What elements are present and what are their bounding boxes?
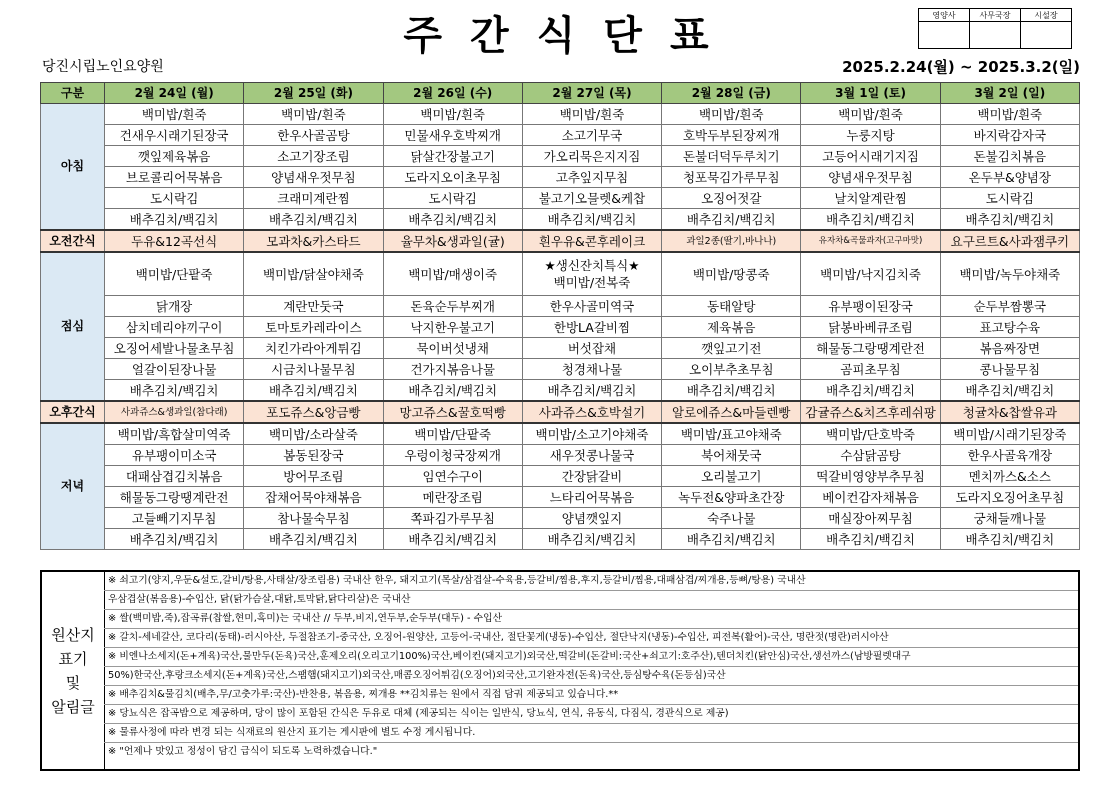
menu-cell: 매실장아찌무침: [801, 508, 940, 529]
menu-cell: 임연수구이: [383, 466, 522, 487]
meal-label-lunch: 점심: [41, 252, 105, 401]
menu-cell: 잡채어묵야채볶음: [244, 487, 383, 508]
menu-cell: 배추김치/백김치: [522, 529, 661, 550]
menu-row: [41, 338, 1080, 359]
menu-cell: 배추김치/백김치: [522, 380, 661, 402]
menu-cell: 민물새우호박찌개: [383, 125, 522, 146]
note-line: 우삼겹살(볶음용)-수입산, 닭(닭가슴살,대닭,토막닭,닭다리살)은 국내산: [104, 591, 1078, 610]
snack-cell: 망고쥬스&꿀호떡빵: [383, 401, 522, 423]
menu-cell: 양념깻잎지: [522, 508, 661, 529]
menu-cell: 배추김치/백김치: [940, 380, 1079, 402]
menu-cell: 치킨가라아게튀김: [244, 338, 383, 359]
menu-cell: 날치알계란찜: [801, 188, 940, 209]
approval-box: [918, 8, 1072, 49]
menu-cell: 유부팽이미소국: [105, 445, 244, 466]
menu-cell: 배추김치/백김치: [383, 209, 522, 231]
menu-cell: 배추김치/백김치: [662, 380, 801, 402]
menu-cell: 백미밥/녹두야채죽: [940, 252, 1079, 296]
snack-row: [41, 230, 1080, 252]
menu-cell: 한우사골곰탕: [244, 125, 383, 146]
menu-cell: 메란장조림: [383, 487, 522, 508]
approval-manager-label: 사무국장: [970, 9, 1021, 22]
snack-cell: 율무차&생과일(귤): [383, 230, 522, 252]
menu-cell: 배추김치/백김치: [801, 529, 940, 550]
menu-cell: 방어무조림: [244, 466, 383, 487]
menu-cell: 도시락김: [940, 188, 1079, 209]
menu-cell: 쪽파김가루무침: [383, 508, 522, 529]
menu-cell: 유부팽이된장국: [801, 296, 940, 317]
header-day: 3월 2일 (일): [940, 83, 1079, 104]
menu-cell: 호박두부된장찌개: [662, 125, 801, 146]
snack-cell: 알로에쥬스&마들렌빵: [662, 401, 801, 423]
approval-manager-sign: [970, 22, 1021, 49]
menu-cell: 곰피초무침: [801, 359, 940, 380]
notes-lines: [104, 572, 1078, 761]
menu-cell: 해물동그랑땡계란전: [105, 487, 244, 508]
menu-cell: 배추김치/백김치: [940, 529, 1079, 550]
menu-cell: 순두부짬뽕국: [940, 296, 1079, 317]
menu-cell: 고등어시래기지짐: [801, 146, 940, 167]
snack-cell: 사과쥬스&생과일(참다래): [105, 401, 244, 423]
snack-label: 오후간식: [41, 401, 105, 423]
menu-cell: 토마토카레라이스: [244, 317, 383, 338]
menu-cell: 건새우시래기된장국: [105, 125, 244, 146]
menu-cell: 느타리어묵볶음: [522, 487, 661, 508]
menu-cell: 백미밥/표고야채죽: [662, 423, 801, 445]
notes-box: [40, 570, 1080, 771]
header-day: 2월 24일 (월): [105, 83, 244, 104]
menu-cell: 백미밥/소라살죽: [244, 423, 383, 445]
menu-cell: 참나물숙무침: [244, 508, 383, 529]
menu-row: [41, 252, 1080, 296]
menu-cell: 불고기오믈렛&케찹: [522, 188, 661, 209]
snack-row: [41, 401, 1080, 423]
snack-cell: 흰우유&콘후레이크: [522, 230, 661, 252]
menu-cell: 한방LA갈비찜: [522, 317, 661, 338]
menu-row: [41, 466, 1080, 487]
menu-period: 2025.2.24(월) ~ 2025.3.2(일): [842, 58, 1080, 76]
weekly-menu-table: [40, 82, 1080, 550]
meal-label-dinner: 저녁: [41, 423, 105, 550]
menu-cell: 닭살간장불고기: [383, 146, 522, 167]
menu-cell: 양념새우젓무침: [801, 167, 940, 188]
menu-cell: 대패삼겹김치볶음: [105, 466, 244, 487]
menu-cell: 백미밥/흰죽: [383, 104, 522, 125]
menu-cell: 백미밥/흰죽: [105, 104, 244, 125]
notes-side-label: [42, 572, 105, 769]
menu-cell: 배추김치/백김치: [801, 209, 940, 231]
menu-cell: 배추김치/백김치: [383, 529, 522, 550]
menu-cell: 백미밥/소고기야채죽: [522, 423, 661, 445]
menu-cell: 도라지오징어초무침: [940, 487, 1079, 508]
snack-cell: 포도쥬스&앙금빵: [244, 401, 383, 423]
snack-label: 오전간식: [41, 230, 105, 252]
menu-cell: 멘치까스&소스: [940, 466, 1079, 487]
menu-cell: 백미밥/흰죽: [801, 104, 940, 125]
menu-cell: 배추김치/백김치: [244, 529, 383, 550]
menu-cell: 소고기장조림: [244, 146, 383, 167]
menu-cell: 도라지오이초무침: [383, 167, 522, 188]
menu-row: [41, 487, 1080, 508]
note-line: ※ 쇠고기(양지,우둔&설도,갈비/탕용,사태살/장조림용) 국내산 한우, 돼지고기(목살/삼겹살-수육용,등갈비/찜용,후지,등갈비/찜용,대패삼겹/찌개용,등뼈/탕용) 국내산: [104, 572, 1078, 591]
note-line: ※ 배추김치&물김치(배추,무/고춧가루:국산)-반찬용, 볶음용, 찌개용 **김치류는 원에서 직접 담궈 제공되고 있습니다.**: [104, 686, 1078, 705]
menu-cell: 백미밥/닭살야채죽: [244, 252, 383, 296]
approval-director-sign: [1021, 22, 1072, 49]
menu-cell: 한우사골육개장: [940, 445, 1079, 466]
menu-cell: 양념새우젓무침: [244, 167, 383, 188]
menu-cell: 떡갈비영양부추무침: [801, 466, 940, 487]
menu-cell: 얼갈이된장나물: [105, 359, 244, 380]
menu-cell: 배추김치/백김치: [383, 380, 522, 402]
menu-cell: 배추김치/백김치: [940, 209, 1079, 231]
menu-cell: 백미밥/흑합살미역죽: [105, 423, 244, 445]
snack-cell: 감귤쥬스&치즈후레쉬팡: [801, 401, 940, 423]
snack-cell: 두유&12곡선식: [105, 230, 244, 252]
menu-cell: 배추김치/백김치: [522, 209, 661, 231]
note-line: ※ 당뇨식은 잡곡밥으로 제공하며, 당이 많이 포함된 간식은 두유로 대체 (제공되는 식이는 일반식, 당뇨식, 연식, 유동식, 다짐식, 경관식으로 제공): [104, 705, 1078, 724]
menu-cell: 궁채들깨나물: [940, 508, 1079, 529]
note-line: 50%)한국산,후랑크소세지(돈+계육)국산,스팸햄(돼지고기)외국산,매콤오징어튀김(오징어)외국산,고기완자전(돈육)국산,등심탕수육(돈등심)국산: [104, 667, 1078, 686]
menu-cell: 백미밥/땅콩죽: [662, 252, 801, 296]
menu-cell: 백미밥/매생이죽: [383, 252, 522, 296]
header-day: 3월 1일 (토): [801, 83, 940, 104]
menu-cell: 버섯잡채: [522, 338, 661, 359]
menu-cell: 건가지볶음나물: [383, 359, 522, 380]
menu-cell: 브로콜리어묵볶음: [105, 167, 244, 188]
menu-cell: 배추김치/백김치: [244, 209, 383, 231]
header-row: [41, 83, 1080, 104]
menu-cell: 배추김치/백김치: [105, 380, 244, 402]
menu-cell: 간장닭갈비: [522, 466, 661, 487]
menu-cell: 오징어젓갈: [662, 188, 801, 209]
menu-cell: 오징어세발나물초무침: [105, 338, 244, 359]
menu-cell: 배추김치/백김치: [244, 380, 383, 402]
menu-row: [41, 317, 1080, 338]
approval-dietitian-sign: [919, 22, 970, 49]
menu-row: [41, 423, 1080, 445]
menu-cell: 숙주나물: [662, 508, 801, 529]
menu-cell: 도시락김: [383, 188, 522, 209]
menu-cell: 소고기무국: [522, 125, 661, 146]
header-day: 2월 25일 (화): [244, 83, 383, 104]
meal-label-breakfast: 아침: [41, 104, 105, 231]
note-line: ※ 비엔나소세지(돈+계육)국산,물만두(돈육)국산,훈제오리(오리고기100%)국산,베이컨(돼지고기)외국산,떡갈비(돈갈비:국산+쇠고기:호주산),텐더치킨(닭안심)국산,생선까스(남방필렛대구: [104, 648, 1078, 667]
menu-cell: 돈육순두부찌개: [383, 296, 522, 317]
menu-cell: 동태알탕: [662, 296, 801, 317]
menu-cell: 시금치나물무침: [244, 359, 383, 380]
menu-cell: 낙지한우불고기: [383, 317, 522, 338]
menu-cell: 배추김치/백김치: [662, 209, 801, 231]
menu-cell: 크래미계란찜: [244, 188, 383, 209]
organization-name: 당진시립노인요양원: [42, 59, 164, 75]
menu-cell: 배추김치/백김치: [801, 380, 940, 402]
menu-cell: 가오리묵은지지짐: [522, 146, 661, 167]
header-day: 2월 27일 (목): [522, 83, 661, 104]
menu-row: [41, 188, 1080, 209]
menu-cell: 돈불더덕두루치기: [662, 146, 801, 167]
menu-row: [41, 104, 1080, 125]
menu-cell: 청경채나물: [522, 359, 661, 380]
menu-cell: 볶음짜장면: [940, 338, 1079, 359]
menu-row: [41, 209, 1080, 231]
menu-cell: 도시락김: [105, 188, 244, 209]
menu-cell: 백미밥/단호박죽: [801, 423, 940, 445]
menu-row: [41, 445, 1080, 466]
note-line: ※ 물류사정에 따라 변경 되는 식재료의 원산지 표기는 게시판에 별도 수정 게시됩니다.: [104, 724, 1078, 743]
note-line: ※ 쌀(백미밥,죽),잡곡류(찹쌀,현미,흑미)는 국내산 // 두부,비지,연두부,순두부(대두) - 수입산: [104, 610, 1078, 629]
menu-cell: 백미밥/흰죽: [244, 104, 383, 125]
menu-cell: 오이부추초무침: [662, 359, 801, 380]
menu-cell: 새우젓콩나물국: [522, 445, 661, 466]
menu-cell: 고들빼기지무침: [105, 508, 244, 529]
menu-cell: 백미밥/단팥죽: [383, 423, 522, 445]
menu-cell: 한우사골미역국: [522, 296, 661, 317]
snack-cell: 모과차&카스타드: [244, 230, 383, 252]
menu-cell: 백미밥/흰죽: [522, 104, 661, 125]
notes-side-text: 원산지 표기 및 알림글: [51, 625, 95, 716]
menu-cell: 돈불김치볶음: [940, 146, 1079, 167]
menu-cell: 계란만둣국: [244, 296, 383, 317]
menu-row: [41, 380, 1080, 402]
menu-cell: 깻잎고기전: [662, 338, 801, 359]
menu-cell: 백미밥/단팥죽: [105, 252, 244, 296]
menu-cell: 청포묵김가루무침: [662, 167, 801, 188]
header-category: 구분: [41, 83, 105, 104]
menu-cell: 닭봉바베큐조림: [801, 317, 940, 338]
menu-cell: 묵이버섯냉채: [383, 338, 522, 359]
menu-cell: 닭개장: [105, 296, 244, 317]
menu-cell: 고추잎지무침: [522, 167, 661, 188]
menu-cell: 삼치데리야끼구이: [105, 317, 244, 338]
menu-cell: 백미밥/낙지김치죽: [801, 252, 940, 296]
snack-cell: 청귤차&찹쌀유과: [940, 401, 1079, 423]
menu-cell: 누룽지탕: [801, 125, 940, 146]
page-title: 주간식단표: [403, 13, 737, 59]
menu-cell: 깻잎제육볶음: [105, 146, 244, 167]
menu-cell: 봄동된장국: [244, 445, 383, 466]
menu-cell: 콩나물무침: [940, 359, 1079, 380]
snack-cell: 요구르트&사과잼쿠키: [940, 230, 1079, 252]
menu-row: [41, 146, 1080, 167]
menu-cell: 표고탕수육: [940, 317, 1079, 338]
header-day: 2월 28일 (금): [662, 83, 801, 104]
menu-row: [41, 125, 1080, 146]
menu-cell: 온두부&양념장: [940, 167, 1079, 188]
menu-row: [41, 529, 1080, 550]
menu-cell: 북어채뭇국: [662, 445, 801, 466]
menu-cell: 우렁이청국장찌개: [383, 445, 522, 466]
menu-row: [41, 508, 1080, 529]
menu-cell: 배추김치/백김치: [105, 209, 244, 231]
menu-cell: 제육볶음: [662, 317, 801, 338]
menu-row: [41, 167, 1080, 188]
menu-cell: 녹두전&양파초간장: [662, 487, 801, 508]
menu-cell: 바지락감자국: [940, 125, 1079, 146]
snack-cell: 과일2종(딸기,바나나): [662, 230, 801, 252]
note-line: ※ 갈치-세네갈산, 코다리(동태)-러시아산, 두절참조기-중국산, 오징어-원양산, 고등어-국내산, 절단꽃게(냉동)-수입산, 절단낙지(냉동)-수입산, 피전복(활어)-국산, 명란젓(명란)러시아산: [104, 629, 1078, 648]
menu-cell: 해물동그랑땡계란전: [801, 338, 940, 359]
menu-cell: 배추김치/백김치: [662, 529, 801, 550]
menu-cell: 배추김치/백김치: [105, 529, 244, 550]
menu-cell: 오리불고기: [662, 466, 801, 487]
menu-cell: 백미밥/시래기된장죽: [940, 423, 1079, 445]
menu-row: [41, 359, 1080, 380]
approval-dietitian-label: 영양사: [919, 9, 970, 22]
snack-cell: 사과쥬스&호박설기: [522, 401, 661, 423]
menu-cell: 백미밥/흰죽: [662, 104, 801, 125]
header-day: 2월 26일 (수): [383, 83, 522, 104]
menu-cell: 수삼닭곰탕: [801, 445, 940, 466]
note-line: ※ "언제나 맛있고 정성이 담긴 급식이 되도록 노력하겠습니다.": [108, 746, 378, 757]
menu-cell: 백미밥/흰죽: [940, 104, 1079, 125]
snack-cell: 유자차&곡물과자(고구마맛): [801, 230, 940, 252]
menu-cell: ★생신잔치특식★ 백미밥/전복죽: [522, 252, 661, 296]
menu-cell: 베이컨감자채볶음: [801, 487, 940, 508]
menu-row: [41, 296, 1080, 317]
approval-director-label: 시설장: [1021, 9, 1072, 22]
